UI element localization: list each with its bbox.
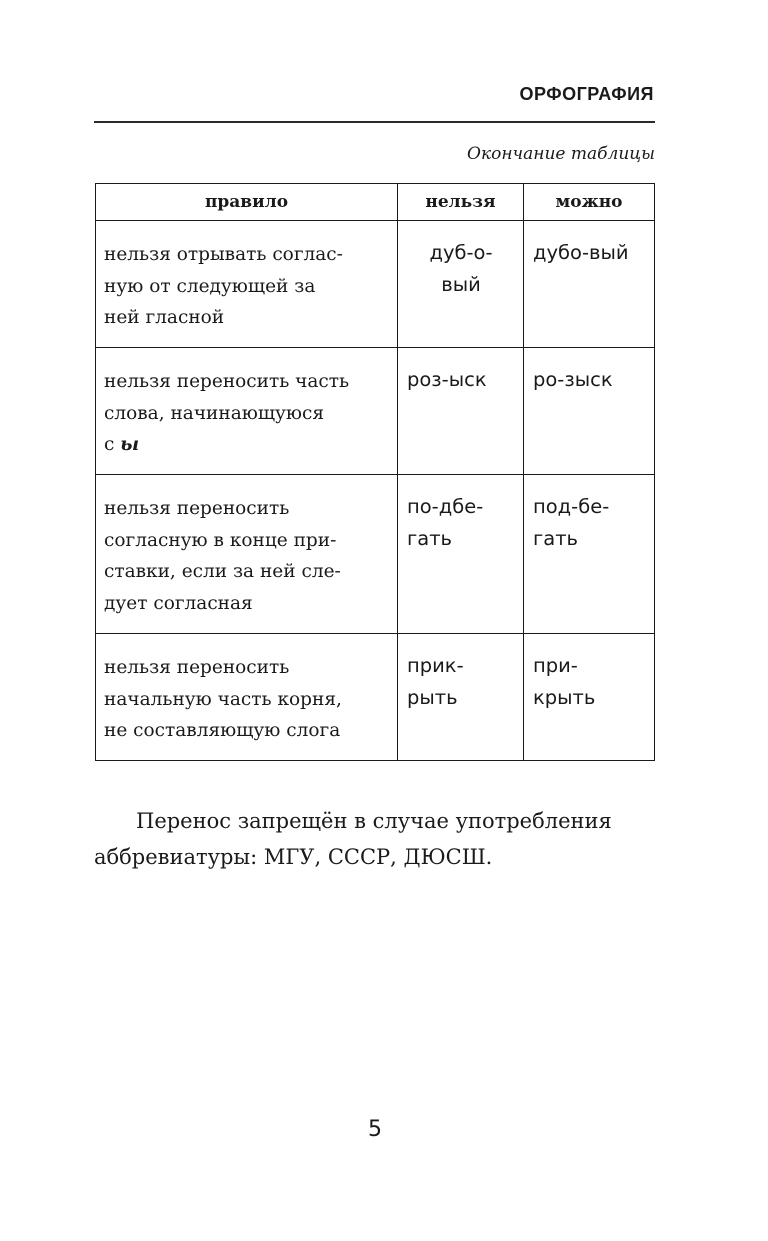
forbidden-example-line: гать — [407, 527, 453, 550]
forbidden-example-cell — [398, 221, 524, 348]
rule-cell — [96, 475, 398, 634]
column-header-rule: правило — [96, 184, 398, 221]
allowed-example-line: гать — [533, 527, 579, 550]
allowed-example-cell — [524, 348, 655, 475]
allowed-example-line: дубо-вый — [533, 241, 629, 264]
rule-text-prefix: с — [104, 434, 121, 455]
rule-text-line: ней гласной — [104, 307, 225, 328]
rule-text-line: не составляющую слога — [104, 720, 341, 741]
hyphenation-rules-table — [95, 183, 655, 761]
forbidden-example-line: дуб-о- — [429, 241, 493, 264]
forbidden-example-line: рыть — [407, 686, 458, 709]
rule-cell — [96, 634, 398, 761]
rule-cell — [96, 348, 398, 475]
forbidden-example-cell — [398, 634, 524, 761]
forbidden-example-line: прик- — [407, 654, 464, 677]
allowed-example-line: под-бе- — [533, 495, 610, 518]
forbidden-example-line: роз-ыск — [407, 368, 487, 391]
paragraph-line: Перенос запрещён в случае употребления — [136, 809, 612, 833]
rule-text-line: ную от следующей за — [104, 275, 316, 297]
forbidden-example-line: вый — [441, 273, 481, 296]
forbidden-example-cell — [398, 475, 524, 634]
rule-text-line: нельзя переносить — [104, 657, 290, 678]
allowed-example-line: крыть — [533, 686, 596, 709]
paragraph-line: аббревиатуры: МГУ, СССР, ДЮСШ. — [94, 845, 493, 869]
allowed-example-line: ро-зыск — [533, 368, 613, 391]
rule-text-line — [104, 429, 389, 461]
allowed-example-line: при- — [533, 654, 578, 677]
forbidden-example-line: по-дбе- — [407, 495, 484, 518]
emphasized-letter: ы — [120, 434, 140, 455]
rule-text-line: дует согласная — [104, 592, 253, 614]
table-row — [96, 475, 655, 634]
table-row — [96, 348, 655, 475]
running-head: ОРФОГРАФИЯ — [519, 84, 654, 104]
forbidden-example-cell — [398, 348, 524, 475]
table-header-row — [96, 184, 655, 221]
rule-text-line: согласную в конце при- — [104, 529, 337, 551]
rule-cell — [96, 221, 398, 348]
header-divider — [94, 121, 655, 123]
table-caption: Окончание таблицы — [467, 144, 655, 164]
rule-text-line: нельзя отрывать соглас- — [104, 244, 343, 265]
rule-text-line: слова, начинающуюся — [104, 402, 325, 424]
column-header-allowed: можно — [524, 184, 655, 221]
allowed-example-cell — [524, 221, 655, 348]
page-number: 5 — [368, 1117, 382, 1142]
rule-text-line: ставки, если за ней сле- — [104, 561, 341, 582]
rule-text-line: нельзя переносить — [104, 498, 290, 519]
allowed-example-cell — [524, 475, 655, 634]
allowed-example-cell — [524, 634, 655, 761]
column-header-forbidden: нельзя — [398, 184, 524, 221]
table-row — [96, 634, 655, 761]
body-paragraph — [94, 803, 655, 875]
rule-text-line: начальную часть корня, — [104, 688, 342, 710]
rule-text-line: нельзя переносить часть — [104, 371, 350, 392]
table-row — [96, 221, 655, 348]
